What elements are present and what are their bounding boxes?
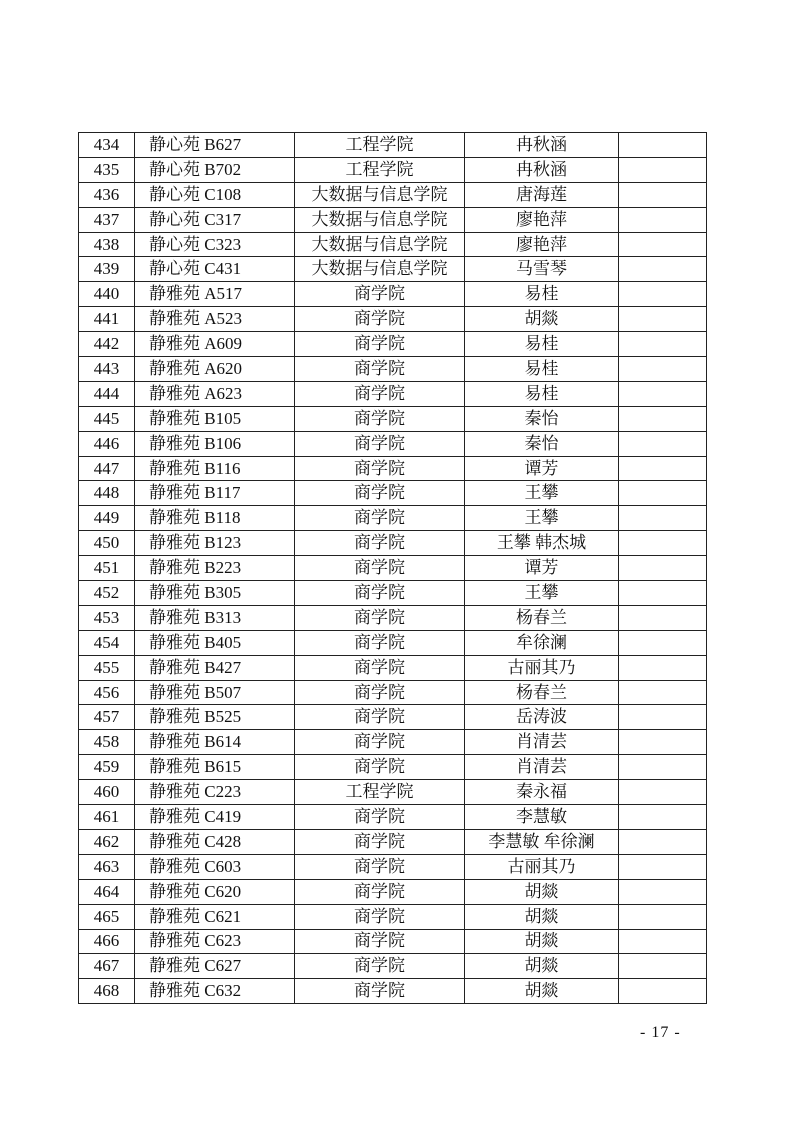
room-cell: 静雅苑 C621 xyxy=(135,904,295,929)
college-cell: 商学院 xyxy=(295,506,465,531)
college-cell: 商学院 xyxy=(295,531,465,556)
table-row xyxy=(79,581,707,606)
note-cell xyxy=(619,929,707,954)
table-row xyxy=(79,680,707,705)
note-cell xyxy=(619,157,707,182)
note-cell xyxy=(619,182,707,207)
college-cell: 商学院 xyxy=(295,605,465,630)
person-cell: 易桂 xyxy=(465,332,619,357)
college-cell: 大数据与信息学院 xyxy=(295,257,465,282)
note-cell xyxy=(619,979,707,1004)
table-row xyxy=(79,207,707,232)
note-cell xyxy=(619,357,707,382)
row-number-cell: 461 xyxy=(79,805,135,830)
college-cell: 商学院 xyxy=(295,829,465,854)
college-cell: 商学院 xyxy=(295,307,465,332)
person-cell: 秦怡 xyxy=(465,431,619,456)
row-number-cell: 436 xyxy=(79,182,135,207)
table-row xyxy=(79,531,707,556)
row-number-cell: 438 xyxy=(79,232,135,257)
person-cell: 杨春兰 xyxy=(465,605,619,630)
row-number-cell: 465 xyxy=(79,904,135,929)
person-cell: 肖清芸 xyxy=(465,730,619,755)
room-cell: 静雅苑 B105 xyxy=(135,406,295,431)
room-cell: 静心苑 C108 xyxy=(135,182,295,207)
note-cell xyxy=(619,531,707,556)
row-number-cell: 447 xyxy=(79,456,135,481)
room-cell: 静雅苑 B525 xyxy=(135,705,295,730)
note-cell xyxy=(619,232,707,257)
row-number-cell: 460 xyxy=(79,780,135,805)
room-cell: 静雅苑 A623 xyxy=(135,381,295,406)
person-cell: 古丽其乃 xyxy=(465,655,619,680)
row-number-cell: 443 xyxy=(79,357,135,382)
table-row xyxy=(79,456,707,481)
room-assignment-table xyxy=(78,132,707,1004)
room-cell: 静雅苑 B106 xyxy=(135,431,295,456)
table-row xyxy=(79,904,707,929)
college-cell: 商学院 xyxy=(295,954,465,979)
row-number-cell: 468 xyxy=(79,979,135,1004)
table-row xyxy=(79,954,707,979)
college-cell: 商学院 xyxy=(295,406,465,431)
room-cell: 静雅苑 B305 xyxy=(135,581,295,606)
note-cell xyxy=(619,257,707,282)
row-number-cell: 449 xyxy=(79,506,135,531)
person-cell: 冉秋涵 xyxy=(465,133,619,158)
table-row xyxy=(79,854,707,879)
room-cell: 静雅苑 B116 xyxy=(135,456,295,481)
college-cell: 商学院 xyxy=(295,854,465,879)
room-cell: 静心苑 B627 xyxy=(135,133,295,158)
college-cell: 商学院 xyxy=(295,556,465,581)
college-cell: 商学院 xyxy=(295,481,465,506)
note-cell xyxy=(619,133,707,158)
college-cell: 商学院 xyxy=(295,332,465,357)
college-cell: 大数据与信息学院 xyxy=(295,232,465,257)
college-cell: 商学院 xyxy=(295,282,465,307)
college-cell: 商学院 xyxy=(295,730,465,755)
table-row xyxy=(79,381,707,406)
person-cell: 谭芳 xyxy=(465,556,619,581)
room-cell: 静雅苑 C627 xyxy=(135,954,295,979)
room-cell: 静雅苑 C623 xyxy=(135,929,295,954)
person-cell: 牟徐澜 xyxy=(465,630,619,655)
room-cell: 静雅苑 B614 xyxy=(135,730,295,755)
table-row xyxy=(79,730,707,755)
room-cell: 静雅苑 A620 xyxy=(135,357,295,382)
college-cell: 商学院 xyxy=(295,755,465,780)
table-row xyxy=(79,257,707,282)
room-cell: 静雅苑 B507 xyxy=(135,680,295,705)
row-number-cell: 459 xyxy=(79,755,135,780)
person-cell: 易桂 xyxy=(465,282,619,307)
person-cell: 王攀 韩杰城 xyxy=(465,531,619,556)
room-cell: 静雅苑 C603 xyxy=(135,854,295,879)
row-number-cell: 434 xyxy=(79,133,135,158)
college-cell: 商学院 xyxy=(295,630,465,655)
row-number-cell: 450 xyxy=(79,531,135,556)
table-row xyxy=(79,979,707,1004)
person-cell: 胡燚 xyxy=(465,929,619,954)
person-cell: 王攀 xyxy=(465,506,619,531)
note-cell xyxy=(619,282,707,307)
person-cell: 胡燚 xyxy=(465,879,619,904)
room-cell: 静雅苑 C632 xyxy=(135,979,295,1004)
person-cell: 杨春兰 xyxy=(465,680,619,705)
document-table-container xyxy=(78,132,706,1004)
note-cell xyxy=(619,904,707,929)
college-cell: 商学院 xyxy=(295,456,465,481)
college-cell: 商学院 xyxy=(295,929,465,954)
table-row xyxy=(79,406,707,431)
note-cell xyxy=(619,332,707,357)
table-row xyxy=(79,182,707,207)
row-number-cell: 463 xyxy=(79,854,135,879)
note-cell xyxy=(619,655,707,680)
room-cell: 静雅苑 B427 xyxy=(135,655,295,680)
row-number-cell: 448 xyxy=(79,481,135,506)
row-number-cell: 464 xyxy=(79,879,135,904)
row-number-cell: 445 xyxy=(79,406,135,431)
person-cell: 肖清芸 xyxy=(465,755,619,780)
note-cell xyxy=(619,506,707,531)
college-cell: 商学院 xyxy=(295,655,465,680)
person-cell: 易桂 xyxy=(465,357,619,382)
table-row xyxy=(79,431,707,456)
room-cell: 静心苑 B702 xyxy=(135,157,295,182)
person-cell: 古丽其乃 xyxy=(465,854,619,879)
college-cell: 工程学院 xyxy=(295,157,465,182)
row-number-cell: 446 xyxy=(79,431,135,456)
table-body xyxy=(79,133,707,1004)
person-cell: 胡燚 xyxy=(465,904,619,929)
row-number-cell: 451 xyxy=(79,556,135,581)
table-row xyxy=(79,332,707,357)
person-cell: 唐海莲 xyxy=(465,182,619,207)
room-cell: 静雅苑 B223 xyxy=(135,556,295,581)
college-cell: 商学院 xyxy=(295,879,465,904)
room-cell: 静雅苑 B615 xyxy=(135,755,295,780)
college-cell: 大数据与信息学院 xyxy=(295,207,465,232)
person-cell: 胡燚 xyxy=(465,307,619,332)
room-cell: 静雅苑 B313 xyxy=(135,605,295,630)
table-row xyxy=(79,929,707,954)
person-cell: 廖艳萍 xyxy=(465,232,619,257)
note-cell xyxy=(619,879,707,904)
table-row xyxy=(79,829,707,854)
row-number-cell: 440 xyxy=(79,282,135,307)
college-cell: 大数据与信息学院 xyxy=(295,182,465,207)
row-number-cell: 457 xyxy=(79,705,135,730)
table-row xyxy=(79,805,707,830)
note-cell xyxy=(619,456,707,481)
row-number-cell: 467 xyxy=(79,954,135,979)
college-cell: 商学院 xyxy=(295,431,465,456)
note-cell xyxy=(619,381,707,406)
room-cell: 静雅苑 A609 xyxy=(135,332,295,357)
room-cell: 静雅苑 B117 xyxy=(135,481,295,506)
row-number-cell: 439 xyxy=(79,257,135,282)
note-cell xyxy=(619,605,707,630)
table-row xyxy=(79,655,707,680)
college-cell: 商学院 xyxy=(295,904,465,929)
page-number: - 17 - xyxy=(640,1024,681,1041)
note-cell xyxy=(619,431,707,456)
table-row xyxy=(79,755,707,780)
row-number-cell: 437 xyxy=(79,207,135,232)
room-cell: 静雅苑 C223 xyxy=(135,780,295,805)
row-number-cell: 435 xyxy=(79,157,135,182)
person-cell: 冉秋涵 xyxy=(465,157,619,182)
row-number-cell: 462 xyxy=(79,829,135,854)
note-cell xyxy=(619,406,707,431)
room-cell: 静雅苑 A523 xyxy=(135,307,295,332)
note-cell xyxy=(619,780,707,805)
room-cell: 静雅苑 A517 xyxy=(135,282,295,307)
person-cell: 马雪琴 xyxy=(465,257,619,282)
table-row xyxy=(79,506,707,531)
table-row xyxy=(79,133,707,158)
table-row xyxy=(79,605,707,630)
college-cell: 工程学院 xyxy=(295,780,465,805)
note-cell xyxy=(619,829,707,854)
college-cell: 商学院 xyxy=(295,979,465,1004)
table-row xyxy=(79,282,707,307)
row-number-cell: 441 xyxy=(79,307,135,332)
person-cell: 李慧敏 xyxy=(465,805,619,830)
table-row xyxy=(79,481,707,506)
row-number-cell: 458 xyxy=(79,730,135,755)
note-cell xyxy=(619,705,707,730)
person-cell: 王攀 xyxy=(465,581,619,606)
table-row xyxy=(79,879,707,904)
person-cell: 胡燚 xyxy=(465,979,619,1004)
college-cell: 商学院 xyxy=(295,381,465,406)
note-cell xyxy=(619,556,707,581)
note-cell xyxy=(619,730,707,755)
college-cell: 商学院 xyxy=(295,705,465,730)
room-cell: 静雅苑 B405 xyxy=(135,630,295,655)
note-cell xyxy=(619,954,707,979)
table-row xyxy=(79,357,707,382)
row-number-cell: 455 xyxy=(79,655,135,680)
person-cell: 李慧敏 牟徐澜 xyxy=(465,829,619,854)
note-cell xyxy=(619,630,707,655)
row-number-cell: 453 xyxy=(79,605,135,630)
note-cell xyxy=(619,481,707,506)
room-cell: 静心苑 C323 xyxy=(135,232,295,257)
note-cell xyxy=(619,755,707,780)
person-cell: 岳涛波 xyxy=(465,705,619,730)
person-cell: 廖艳萍 xyxy=(465,207,619,232)
college-cell: 商学院 xyxy=(295,805,465,830)
row-number-cell: 456 xyxy=(79,680,135,705)
table-row xyxy=(79,630,707,655)
room-cell: 静雅苑 C428 xyxy=(135,829,295,854)
table-row xyxy=(79,780,707,805)
college-cell: 工程学院 xyxy=(295,133,465,158)
person-cell: 秦永福 xyxy=(465,780,619,805)
note-cell xyxy=(619,680,707,705)
note-cell xyxy=(619,307,707,332)
room-cell: 静心苑 C317 xyxy=(135,207,295,232)
row-number-cell: 442 xyxy=(79,332,135,357)
table-row xyxy=(79,232,707,257)
college-cell: 商学院 xyxy=(295,357,465,382)
table-row xyxy=(79,556,707,581)
row-number-cell: 452 xyxy=(79,581,135,606)
row-number-cell: 454 xyxy=(79,630,135,655)
person-cell: 胡燚 xyxy=(465,954,619,979)
person-cell: 秦怡 xyxy=(465,406,619,431)
table-row xyxy=(79,307,707,332)
note-cell xyxy=(619,207,707,232)
person-cell: 易桂 xyxy=(465,381,619,406)
room-cell: 静雅苑 B118 xyxy=(135,506,295,531)
row-number-cell: 466 xyxy=(79,929,135,954)
person-cell: 谭芳 xyxy=(465,456,619,481)
college-cell: 商学院 xyxy=(295,581,465,606)
room-cell: 静雅苑 C620 xyxy=(135,879,295,904)
room-cell: 静心苑 C431 xyxy=(135,257,295,282)
note-cell xyxy=(619,581,707,606)
college-cell: 商学院 xyxy=(295,680,465,705)
table-row xyxy=(79,705,707,730)
room-cell: 静雅苑 B123 xyxy=(135,531,295,556)
table-row xyxy=(79,157,707,182)
room-cell: 静雅苑 C419 xyxy=(135,805,295,830)
note-cell xyxy=(619,854,707,879)
note-cell xyxy=(619,805,707,830)
row-number-cell: 444 xyxy=(79,381,135,406)
person-cell: 王攀 xyxy=(465,481,619,506)
